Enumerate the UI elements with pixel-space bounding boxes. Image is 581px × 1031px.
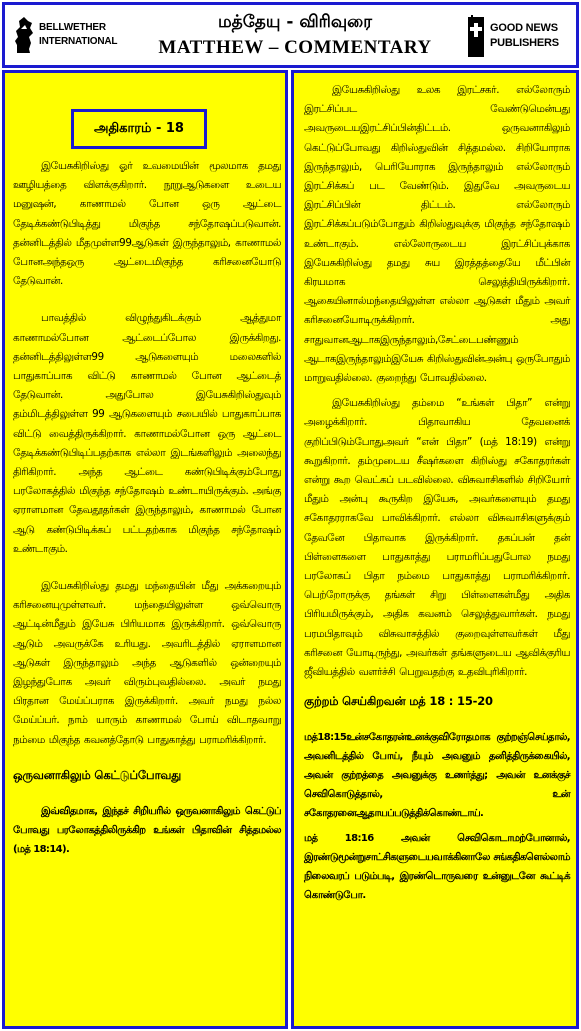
right-paragraph-2: இயேசுகிறிஸ்து தம்மை “உங்கள் பிதா” என்று அழைக்கிறார். பிதாவாகிய தேவனைக் குறிப்பிடும்போதுஅவர் “என் பிதா” (மத் 18:19) என்று கூறுகிறார். தம்முடைய சீஷர்களை கிறிஸ்து சகோதரர்கள் என்று கூற வெட்கப் படவில்லை. விசுவாசிகளில் சிறியோர் மீதும் அன்பு கூருகிற இயேசு, அவர்களையும் தமது சகோதரராகவே பாவிக்கிறார். எல்லா விசுவாசிகளுக்கும் தேவனே பிதாவாக இருக்கிறார். தகப்பன் தன் பிள்ளைகளை பாதுகாத்து பராமரிப்பதுபோல நமது பரலோகப் பிதா நம்மை பாதுகாத்து பராமரிக்கிறார். பெற்றோருக்கு தங்கள் சிறு பிள்ளைகள்மீது அதிக பிரியமிருக்கும், அதிக கவனம் செலுத்துவார்கள். நமது பரமபிதாவும் விசுவாசத்தில் குறைவுள்ளவர்கள் மீது கரிசனை யோடிருந்து, அவர்கள் தங்களுடைய ஆவிக்குரிய ஜீவியத்தில் வளர்ச்சி பெறுவதற்கு உதவிபுரிகிறார். bbox=[304, 397, 570, 679]
book-icon bbox=[466, 13, 486, 59]
left-logo-line1: BELLWETHER bbox=[39, 22, 106, 33]
good-news-logo bbox=[464, 11, 572, 61]
right-paragraph-1: இயேசுகிறிஸ்து உலக இரட்சகர். எல்லோரும் இரட்சிப்பட வேண்டுமென்பது அவருடையஇரட்சிப்பின்திட்டம். ஒருவனாகிலும் கெட்டுப்போவது கிறிஸ்துவின் சித்தமல்ல. சிறியோராக இருந்தாலும், பெரியோராக இருந்தாலும் எல்லோரும் இரட்சிக்கப் பட வேண்டும். இதுவே அவருடைய இரட்சிப்பின் திட்டம். எல்லோரும் இரட்சிக்கப்படும்போதும் கிறிஸ்துவுக்கு மிகுந்த சந்தோஷம் உண்டாகும். எல்லோருடைய இரட்சிப்புக்காக இயேசுகிறிஸ்து தமது சுய இரத்தத்தையே மீட்பின் கிரயமாக செலுத்தியிருக்கிறார். ஆகையினால்மந்தையிலுள்ள எல்லா ஆடுகள் மீதும் அவர் கரிசனையோடிருக்கிறார். அது சாதுவானஆடாகஇருந்தாலும்,சேட்டைபண்ணும் ஆடாகஇருந்தாலும்இயேசு கிறிஸ்துவின்அன்பு ஒருபோதும் மாறுவதில்லை. குறைந்து போவதில்லை. bbox=[304, 84, 570, 385]
right-logo-line2: PUBLISHERS bbox=[490, 37, 559, 49]
left-paragraph-3: இயேசுகிறிஸ்து தமது மந்தையின் மீது அக்கறையும் கரிசனையுமுள்ளவர். மந்தையிலுள்ள ஒவ்வொரு ஆட்டின்மீதும் இயேசு பிரியமாக இருக்கிறார். ஒவ்வொரு ஆடும் அவருக்கே உரியது. அவரிடத்தில் ஏராளமான ஆடுகள் இருந்தாலும் அந்த ஆடுகளில் ஒன்றையும் இழந்துபோக அவர் விரும்புவதில்லை. அவர் நமது பிரதான மேய்ப்பராக இருக்கிறார். அவர் நமது நல்ல மேய்ப்பர். நாம் யாரும் காணாமல் போய் விடாதவாறு நம்மை மிகுந்த கவனத்தோடு பாதுகாத்து பராமரிக்கிறார். bbox=[13, 580, 281, 746]
title-english: MATTHEW – COMMENTARY bbox=[158, 37, 432, 58]
left-paragraph-2: பாவத்தில் விழுந்துகிடக்கும் ஆத்துமா காணாமல்போன ஆட்டைப்போல இருக்கிறது. தன்னிடத்திலுள்ள99 ஆடுகளையும் மலைகளில் பாதுகாப்பாக விட்டு காணாமல் போன ஆட்டைத் தேடுவான். அதுபோல இயேசுகிறிஸ்துவும் தம்மிடத்திலுள்ள 99 ஆடுகளையும் சபையில் பாதுகாப்பாக விட்டு வைத்திருக்கிறார். காணாமல்போன ஒரு ஆட்டை தேடிக்கண்டுபிடிப்பதற்காக எல்லா இடங்களிலும் அலைந்து திரிகிறார். அந்த ஆட்டை கண்டுபிடிக்கும்போது பரலோகத்தில் மிகுந்த சந்தோஷம் உண்டாயிருக்கும். அங்கு ஏராளமான தேவதூதர்கள் இருந்தாலும், காணாமல் போன ஆடு கண்டுபிடிக்கப் பட்டதற்காக மிகுந்த சந்தோஷம் உண்டாகும். bbox=[13, 312, 281, 555]
left-verse: இவ்விதமாக, இந்தச் சிறியரில் ஒருவனாகிலும் கெட்டுப் போவது பரலோகத்திலிருக்கிற உங்கள் பிதாவின் சித்தமல்ல (மத் 18:14). bbox=[13, 805, 281, 855]
left-paragraph-1: இயேசுகிறிஸ்து ஓர் உவமையின் மூலமாக தமது ஊழியத்தை விளக்குகிறார். நூறுஆடுகளை உடைய மனுஷன், காணாமல் போன ஒரு ஆட்டை தேடிக்கண்டுபிடித்து மிகுந்த சந்தோஷப்படுவான். தன்னிடத்தில் மீதமுள்ள99ஆடுகள் இருந்தாலும், காணாமல் போனஅந்தஒரு ஆட்டைமிகுந்த கரிசனையோடு தேடுவான். bbox=[13, 160, 281, 288]
right-verse-2: மத் 18:16 அவன் செவிகொடாமற்போனால், இரண்டுமூன்றுசாட்சிகளுடையவாக்கினாலே சங்கதிகளெல்லாம் நிலைவரப் படும்படி, இரண்டொருவரை உன்னுடனே கூட்டிக் கொண்டுபோ. bbox=[304, 833, 570, 902]
left-logo-line2: INTERNATIONAL bbox=[39, 36, 118, 47]
title-block bbox=[135, 9, 455, 61]
lion-icon bbox=[13, 15, 35, 55]
bellwether-logo bbox=[11, 11, 131, 61]
left-column bbox=[2, 70, 288, 1029]
right-logo-line1: GOOD NEWS bbox=[490, 22, 558, 34]
right-column bbox=[291, 70, 579, 1029]
page-header bbox=[2, 2, 579, 68]
chapter-label: அதிகாரம் - 18 bbox=[71, 109, 207, 149]
title-tamil: மத்தேயு - விரிவுரை bbox=[217, 12, 373, 32]
right-column-content bbox=[304, 81, 570, 911]
left-column-content bbox=[13, 157, 281, 865]
right-verse-1: மத்18:15உன்சகோதரன்உனக்குவிரோதமாக குற்றஞ்செய்தால், அவனிடத்தில் போய், நீயும் அவனும் தனித்திருக்கையில், அவன் குற்றத்தை அவனுக்கு உணர்த்து; அவன் உனக்குச் செவிகொடுத்தால், உன் சகோதரனைஆதாயப்படுத்திக்கொண்டாய். bbox=[304, 732, 570, 820]
right-sub-heading: குற்றம் செய்கிறவன் மத் 18 : 15-20 bbox=[304, 694, 493, 709]
left-sub-heading: ஒருவனாகிலும் கெட்டுப்போவது bbox=[13, 767, 181, 782]
